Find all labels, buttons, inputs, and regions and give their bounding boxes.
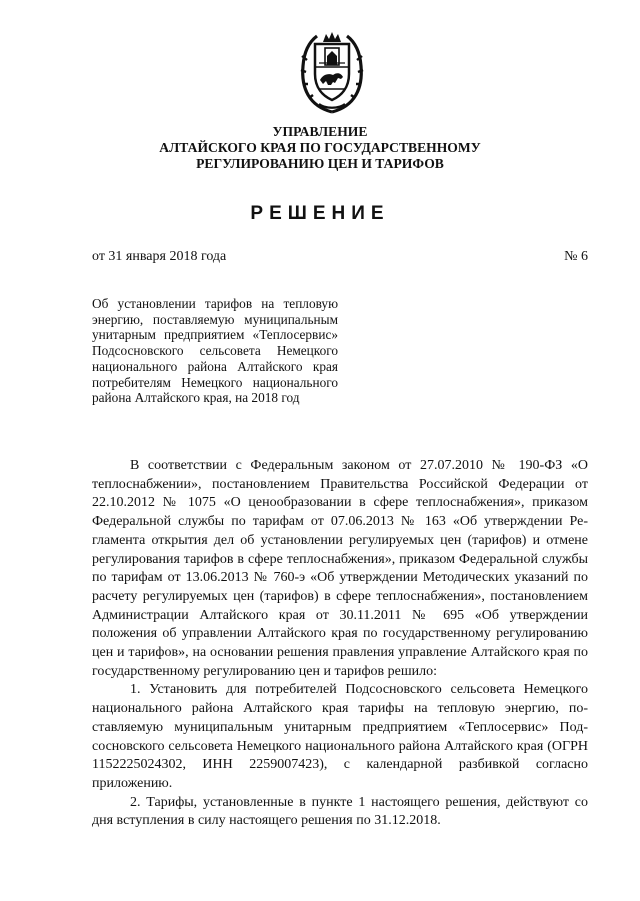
altai-krai-coat-of-arms-icon: [297, 30, 367, 116]
document-number: № 6: [564, 249, 588, 264]
document-subject: Об установлении тарифов на тепловую энергию, поставляемую муниципальным унитарным предприятием «Теплосервис» Подсосновского сельсовета Немецкого национального района Алтайского края потребителям Немецкого национального района Алтайского края, на 2018 год: [92, 296, 338, 406]
document-date: от 31 января 2018 года: [92, 249, 227, 264]
organization-line-1: УПРАВЛЕНИЕ: [272, 124, 368, 139]
organization-line-3: РЕГУЛИРОВАНИЮ ЦЕН И ТАРИФОВ: [196, 156, 444, 171]
document-title: РЕШЕНИЕ: [250, 203, 390, 224]
decision-item-2: 2. Тарифы, установленные в пункте 1 настоящего решения, действуют со дня вступления в силу настоящего решения по 31.12.2018.: [92, 794, 588, 829]
decision-item-1: 1. Установить для потребителей Подсосновского сельсовета Немецкого национального района Алтайского края тарифы на тепловую энергию, поставляемую муниципальным унитарным предприятием «Теплосервис» Подсосновского сельсовета Немецкого национального района Алтайского края (ОГРН 1152225024302, ИНН 2259007423), с календарной разбивкой согласно приложению.: [92, 682, 588, 791]
organization-name: [0, 124, 640, 172]
preamble-paragraph: В соответствии с Федеральным законом от 27.07.2010 № 190-ФЗ «О теплоснабжении», постановлением Правительства Российской Федерации от 22.10.2012 № 1075 «О ценообразовании в сфере теплоснабжения», приказом Федеральной службы по тарифам от 07.06.2013 № 163 «Об утверждении Регламента открытия дел об установлении регулируемых цен (тарифов) и отмене регулирования тарифов в сфере теплоснабжения», приказом Федеральной службы по тарифам от 13.06.2013 № 760-э «Об утверждении Методических указаний по расчету регулируемых цен (тарифов) в сфере теплоснабжения», постановлением Администрации Алтайского края от 30.11.2011 № 695 «Об утверждении положения об управлении Алтайского края по государственному регулированию цен и тарифов», на основании решения правления управление Алтайского края по государственному регулированию цен и тарифов решило:: [92, 458, 588, 679]
organization-line-2: АЛТАЙСКОГО КРАЯ ПО ГОСУДАРСТВЕННОМУ: [159, 140, 481, 155]
document-body: [92, 457, 588, 831]
